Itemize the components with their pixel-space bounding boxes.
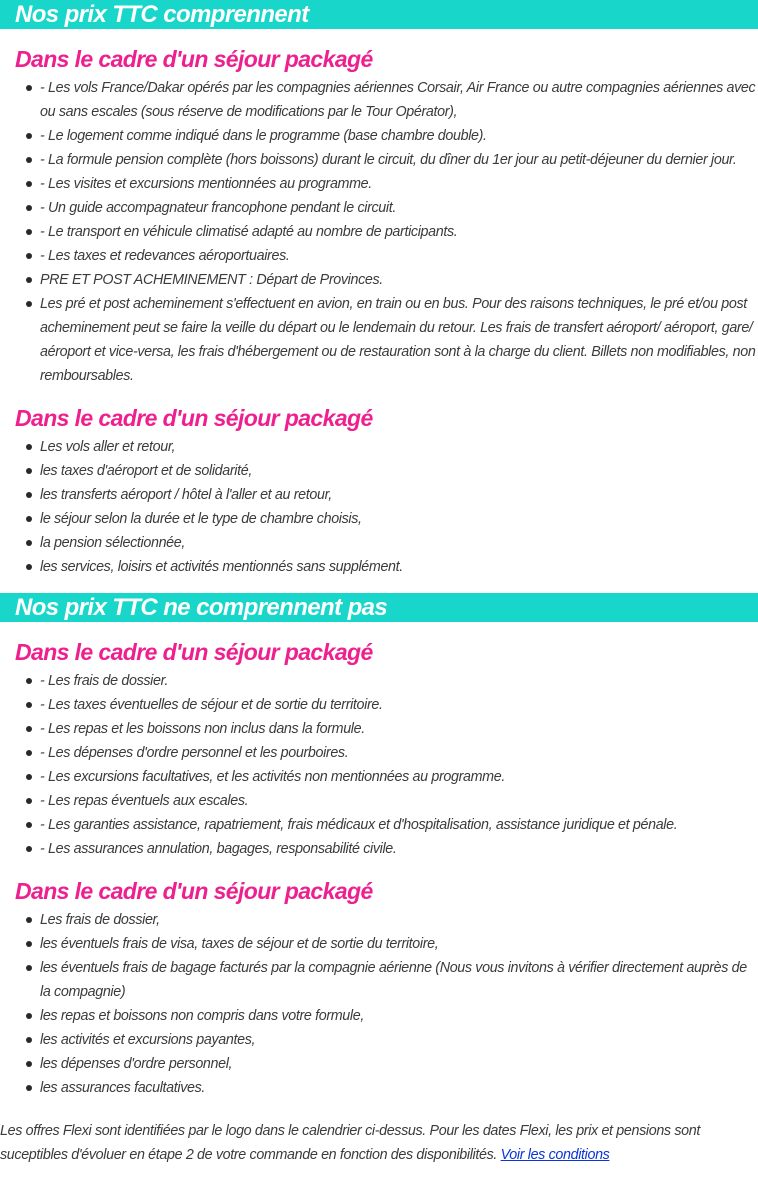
included-subsection-1 bbox=[0, 45, 758, 388]
list-item: - Les excursions facultatives, et les activités non mentionnées au programme. bbox=[40, 765, 758, 789]
list-item: - Les frais de dossier. bbox=[40, 669, 758, 693]
list-item: les services, loisirs et activités mentionnés sans supplément. bbox=[40, 555, 758, 579]
included-subsection-2 bbox=[0, 404, 758, 579]
list-item: les repas et boissons non compris dans votre formule, bbox=[40, 1004, 758, 1028]
list-item: Les vols aller et retour, bbox=[40, 435, 758, 459]
included-list-1 bbox=[0, 76, 758, 388]
excluded-title: Nos prix TTC ne comprennent pas bbox=[0, 593, 758, 622]
list-item: - Les taxes et redevances aéroportuaires. bbox=[40, 244, 758, 268]
list-item: - Les repas éventuels aux escales. bbox=[40, 789, 758, 813]
list-item: - La formule pension complète (hors boissons) durant le circuit, du dîner du 1er jour au petit-déjeuner du dernier jour. bbox=[40, 148, 758, 172]
excluded-subsection-1 bbox=[0, 638, 758, 861]
excluded-subtitle-2: Dans le cadre d'un séjour packagé bbox=[15, 878, 373, 904]
footer-text: Les offres Flexi sont identifiées par le logo dans le calendrier ci-dessus. Pour les dates Flexi, les prix et pensions sont suceptibles d'évoluer en étape 2 de votre commande en fonction des disponibilités. bbox=[0, 1123, 700, 1163]
list-item: Les frais de dossier, bbox=[40, 908, 758, 932]
list-item: Les pré et post acheminement s'effectuent en avion, en train ou en bus. Pour des raisons techniques, le pré et/ou post acheminement peut se faire la veille du départ ou le lendemain du retour. Les frais de transfert aéroport/ aéroport, gare/ aéroport et vice-versa, les frais d'hébergement ou de restauration sont à la charge du client. Billets non modifiables, non remboursables. bbox=[40, 292, 758, 388]
list-item: les éventuels frais de bagage facturés par la compagnie aérienne (Nous vous invitons à vérifier directement auprès de la compagnie) bbox=[40, 956, 758, 1004]
list-item: - Les dépenses d'ordre personnel et les pourboires. bbox=[40, 741, 758, 765]
list-item: - Le transport en véhicule climatisé adapté au nombre de participants. bbox=[40, 220, 758, 244]
list-item: PRE ET POST ACHEMINEMENT : Départ de Provinces. bbox=[40, 268, 758, 292]
list-item: la pension sélectionnée, bbox=[40, 531, 758, 555]
list-item: - Les repas et les boissons non inclus dans la formule. bbox=[40, 717, 758, 741]
conditions-link[interactable]: Voir les conditions bbox=[500, 1147, 610, 1163]
list-item: les transferts aéroport / hôtel à l'aller et au retour, bbox=[40, 483, 758, 507]
list-item: les dépenses d'ordre personnel, bbox=[40, 1052, 758, 1076]
list-item: le séjour selon la durée et le type de chambre choisis, bbox=[40, 507, 758, 531]
excluded-subtitle-1: Dans le cadre d'un séjour packagé bbox=[15, 639, 373, 665]
included-section bbox=[0, 0, 758, 579]
list-item: - Les garanties assistance, rapatriement, frais médicaux et d'hospitalisation, assistance juridique et pénale. bbox=[40, 813, 758, 837]
list-item: les éventuels frais de visa, taxes de séjour et de sortie du territoire, bbox=[40, 932, 758, 956]
list-item: - Les assurances annulation, bagages, responsabilité civile. bbox=[40, 837, 758, 861]
list-item: les activités et excursions payantes, bbox=[40, 1028, 758, 1052]
list-item: - Les taxes éventuelles de séjour et de sortie du territoire. bbox=[40, 693, 758, 717]
excluded-section bbox=[0, 593, 758, 1100]
list-item: les assurances facultatives. bbox=[40, 1076, 758, 1100]
flexi-footer bbox=[0, 1119, 758, 1167]
list-item: les taxes d'aéroport et de solidarité, bbox=[40, 459, 758, 483]
list-item: - Le logement comme indiqué dans le programme (base chambre double). bbox=[40, 124, 758, 148]
excluded-subsection-2 bbox=[0, 877, 758, 1100]
included-list-2 bbox=[0, 435, 758, 579]
list-item: - Les visites et excursions mentionnées au programme. bbox=[40, 172, 758, 196]
list-item: - Les vols France/Dakar opérés par les compagnies aériennes Corsair, Air France ou autre compagnies aériennes avec ou sans escales (sous réserve de modifications par le Tour Opérator), bbox=[40, 76, 758, 124]
excluded-list-2 bbox=[0, 908, 758, 1100]
included-subtitle-1: Dans le cadre d'un séjour packagé bbox=[15, 46, 373, 72]
excluded-list-1 bbox=[0, 669, 758, 861]
list-item: - Un guide accompagnateur francophone pendant le circuit. bbox=[40, 196, 758, 220]
included-title: Nos prix TTC comprennent bbox=[0, 0, 758, 29]
included-subtitle-2: Dans le cadre d'un séjour packagé bbox=[15, 405, 373, 431]
